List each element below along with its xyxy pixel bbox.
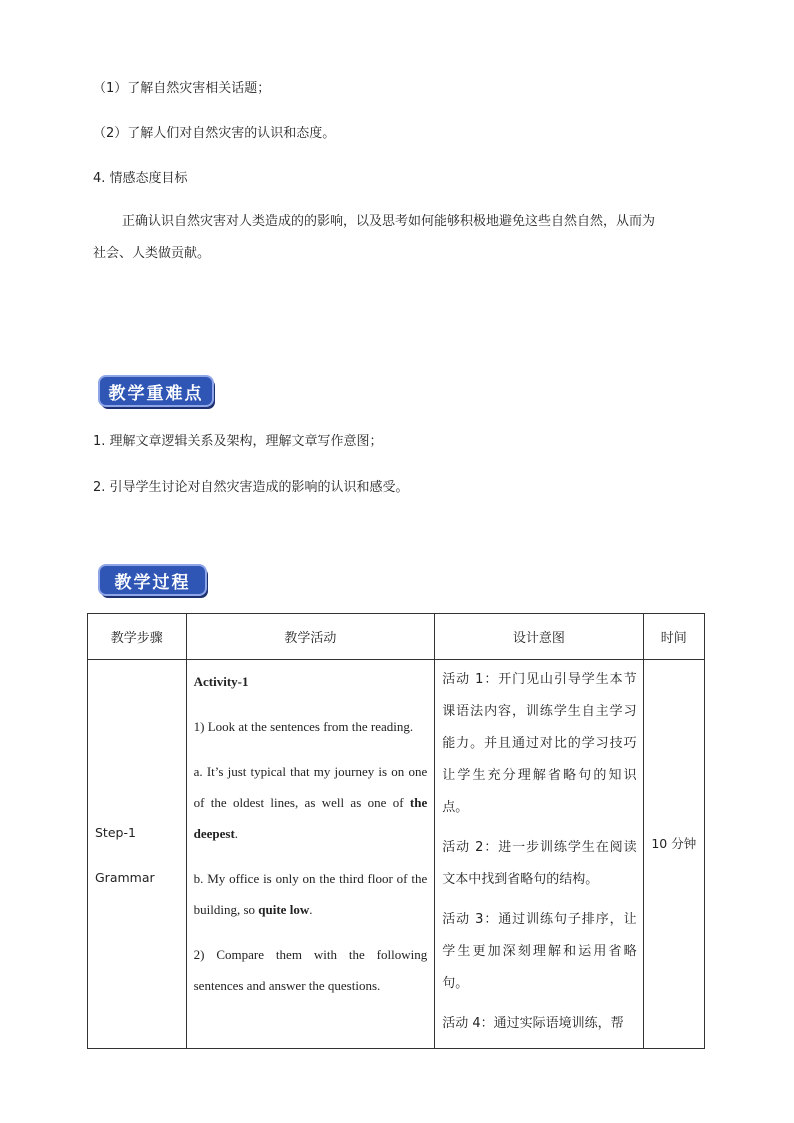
activity-title: Activity-1 (193, 674, 249, 689)
design-item-4: 活动 4：通过实际语境训练，帮 (442, 1016, 624, 1031)
table-header-row (88, 614, 705, 660)
activity-instruction-1: 1) Look at the sentences from the reading. (193, 719, 414, 734)
emphasis-quite-low: quite low (258, 902, 310, 917)
header-design: 设计意图 (435, 614, 643, 660)
header-time: 时间 (643, 614, 704, 660)
key-point-item-2: 2. 引导学生讨论对自然灾害造成的影响的认识和感受。 (93, 480, 409, 495)
process-table (87, 613, 705, 1049)
objective-item-2: （2）了解人们对自然灾害的认识和态度。 (93, 126, 336, 141)
activity-instruction-2: 2) Compare them with the following sentences and answer the questions. (193, 947, 428, 993)
step-cell (88, 660, 187, 1049)
objective-item-1: （1）了解自然灾害相关话题； (93, 81, 271, 96)
design-item-2: 活动 2：进一步训练学生在阅读文本中找到省略句的结构。 (442, 840, 637, 887)
emphasis-the-deepest: the deepest (193, 795, 428, 841)
header-activity: 教学活动 (186, 614, 435, 660)
attitude-paragraph-line-2: 社会、人类做贡献。 (93, 246, 211, 261)
activity-sentence-a: a. It’s just typical that my journey is on one of the oldest lines, as well as one of the deepest. (193, 764, 428, 841)
design-cell (435, 660, 643, 1049)
table-row (88, 660, 705, 1049)
activity-cell (186, 660, 435, 1049)
time-cell (643, 660, 704, 1049)
step-name: Grammar (95, 870, 155, 885)
step-label: Step-1 (95, 825, 136, 840)
header-step: 教学步骤 (88, 614, 187, 660)
key-point-item-1: 1. 理解文章逻辑关系及架构，理解文章写作意图； (93, 434, 383, 449)
process-badge: 教学过程 (100, 566, 205, 594)
activity-sentence-b: b. My office is only on the third floor of the building, so quite low. (193, 871, 428, 917)
time-value: 10 分钟 (651, 836, 697, 851)
key-points-badge: 教学重难点 (100, 377, 212, 405)
section-heading-4: 4. 情感态度目标 (93, 171, 188, 186)
design-item-3: 活动 3：通过训练句子排序，让学生更加深刻理解和运用省略句。 (442, 912, 637, 991)
attitude-paragraph-line-1: 正确认识自然灾害对人类造成的的影响，以及思考如何能够积极地避免这些自然自然，从而为 (122, 214, 656, 229)
design-item-1: 活动 1：开门见山引导学生本节课语法内容，训练学生自主学习能力。并且通过对比的学习技巧让学生充分理解省略句的知识点。 (442, 672, 637, 815)
